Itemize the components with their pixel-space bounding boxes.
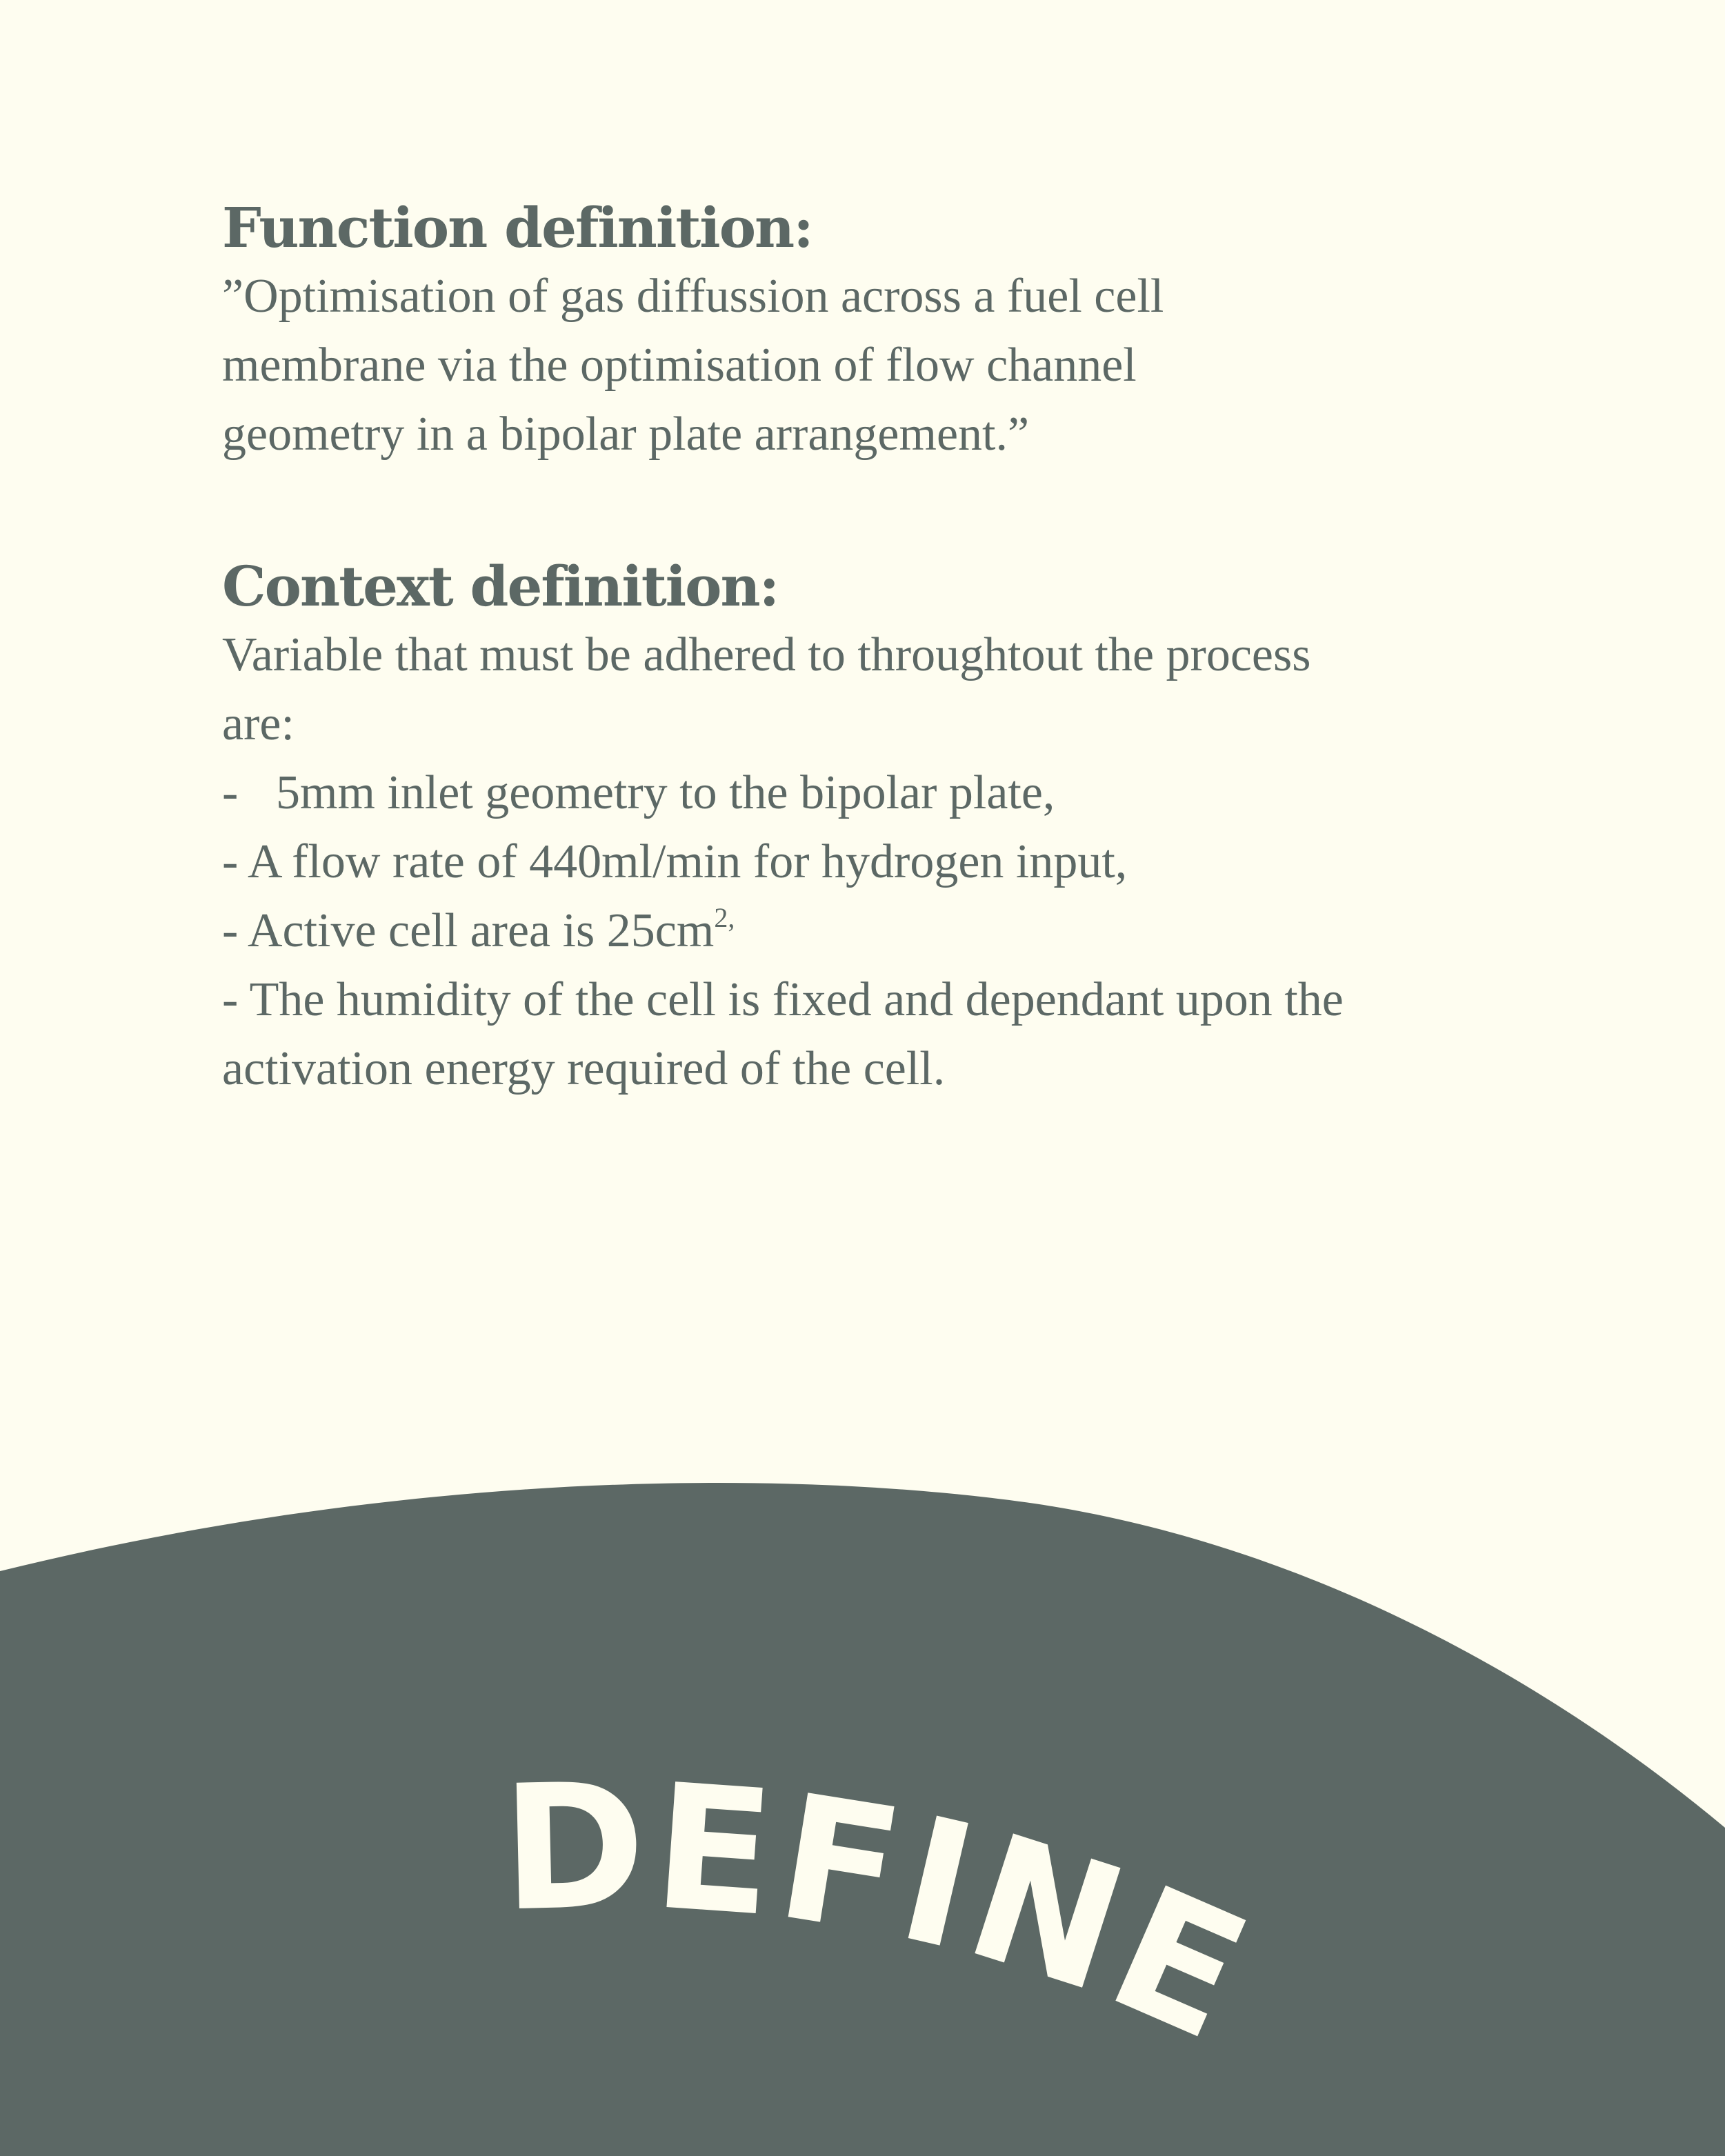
list-item — [222, 897, 1533, 966]
list-item-prefix: - — [222, 766, 239, 819]
list-item-prefix: - — [222, 973, 239, 1026]
list-item — [222, 966, 1436, 1104]
list-item — [222, 828, 1533, 897]
context-intro: Variable that must be adhered to throughtout the process are: — [222, 628, 1311, 750]
list-item — [222, 759, 1533, 828]
content-area — [222, 193, 1533, 1104]
define-title-path: DEFINE — [499, 1745, 1277, 2081]
context-section — [222, 552, 1533, 1104]
function-text: ”Optimisation of gas diffussion across a fuel cell membrane via the optimisation of flow channel geometry in a bipolar plate arrangement.” — [222, 270, 1164, 461]
function-section — [222, 193, 1533, 469]
list-item-text: The humidity of the cell is fixed and dependant upon the activation energy required of the cell. — [222, 973, 1344, 1095]
list-item-superscript: 2, — [714, 902, 735, 933]
context-heading: Context definition: — [222, 554, 779, 619]
list-item-text: 5mm inlet geometry to the bipolar plate, — [276, 766, 1055, 819]
list-item-prefix: - — [222, 835, 239, 888]
list-item-text: A flow rate of 440ml/min for hydrogen input, — [247, 835, 1128, 888]
list-item-text: Active cell area is 25cm — [247, 904, 715, 957]
list-item-prefix: - — [222, 904, 239, 957]
context-list — [222, 759, 1533, 1104]
function-heading: Function definition: — [222, 195, 812, 260]
